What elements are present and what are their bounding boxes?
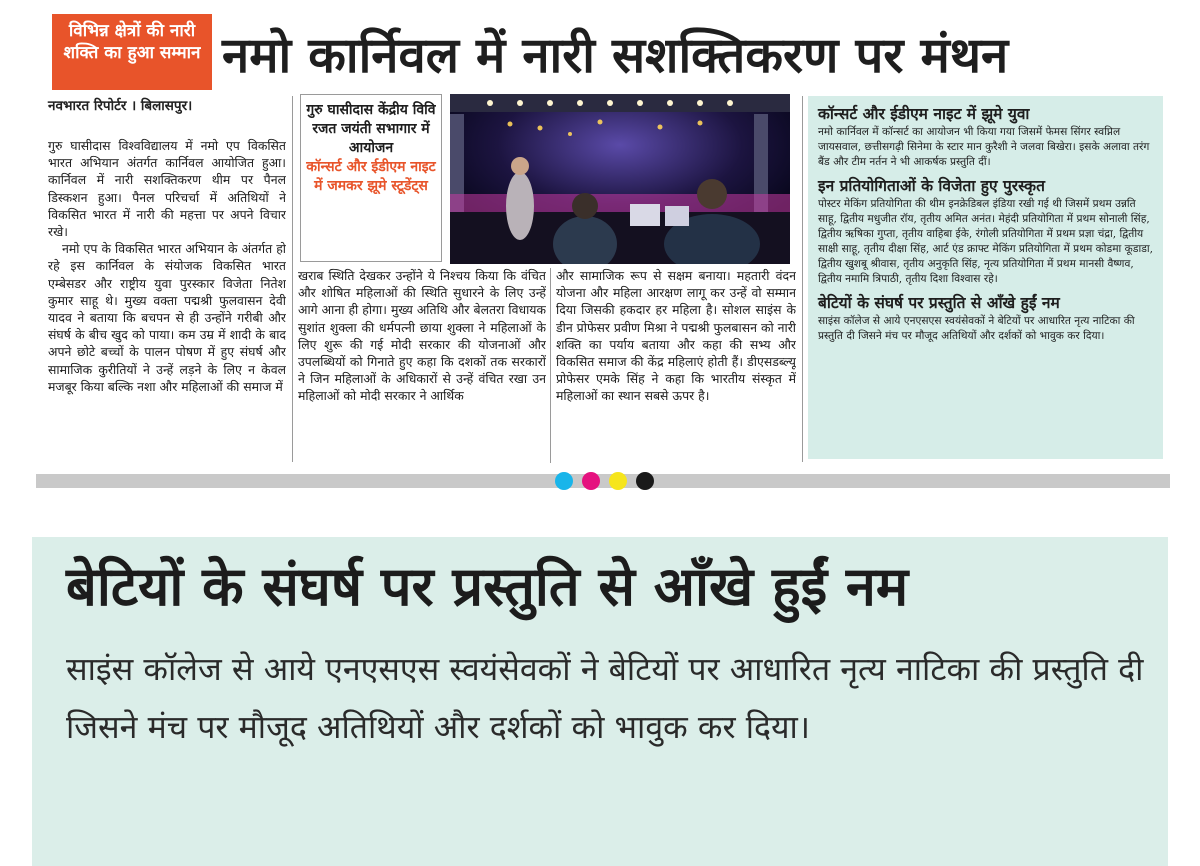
caption-subhead: कॉन्सर्ट और ईडीएम नाइट में जमकर झूमे स्टूडेंट्स bbox=[306, 159, 436, 194]
column-divider bbox=[802, 96, 803, 462]
sidebar-text-daughters: साइंस कॉलेज से आये एनएसएस स्वयंसेवकों ने बेटियों पर आधारित नृत्य नाटिका की प्रस्तुति दी जिसने मंच पर मौजूद अतिथियों और दर्शकों को भावुक कर दिया। bbox=[818, 315, 1135, 342]
badge-callout: विभिन्न क्षेत्रों की नारी शक्ति का हुआ सम्मान bbox=[52, 14, 212, 90]
registration-dot-cyan bbox=[555, 472, 573, 490]
article-paragraph: खराब स्थिति देखकर उन्होंने ये निश्चय किया कि वंचित और शोषित महिलाओं की स्थिति सुधारने के लिए उन्हें आगे आना ही होगा। मुख्य अतिथि और बेलतरा विधायक सुशांत शुक्ला की धर्मपत्नी छाया शुक्ला ने महिलाओं के लिए शुरू की गई मोदी सरकार की योजनाओं और उपलब्धियों को गिनाते हुए कहा कि दशकों तक सरकारों ने जिन महिलाओं के अधिकारों से उन्हें वंचित रखा उन महिलाओं को मोदी सरकार ने आर्थिक bbox=[298, 268, 546, 404]
article-column-1 bbox=[48, 137, 286, 462]
registration-dot-black bbox=[636, 472, 654, 490]
article-column-3 bbox=[556, 267, 796, 462]
photo-caption-box bbox=[300, 94, 442, 262]
registration-dot-yellow bbox=[609, 472, 627, 490]
article-paragraph: गुरु घासीदास विश्वविद्यालय में नमो एप विकसित भारत अभियान अंतर्गत कार्निवल आयोजित हुआ। कार्निवल में नारी सशक्तिकरण थीम पर पैनल डिस्कशन हुआ। पैनल परिचर्चा में अतिथियों ने विकसित भारत में नारी की महत्ता पर अपने विचार रखे। bbox=[48, 138, 286, 240]
sidebar-text-winners: पोस्टर मेकिंग प्रतियोगिता की थीम इनक्रेडिबल इंडिया रखी गई थी जिसमें प्रथम उन्नति साहू, द्वितीय मधुजीत रॉय, तृतीय अमित अनंत। मेहंदी प्रतियोगिता में प्रथम सोनाली सिंह, द्वितीय ऋषिका गुप्ता, तृतीय वाहिबा ईके, रंगोली प्रतियोगिता में प्रथम प्रज्ञा चंद्रा, द्वितीय साक्षी साहू, तृतीय दीक्षा सिंह, आर्ट एंड क्राफ्ट मेकिंग प्रतियोगिता में प्रथम कोडमा कूडाडा, द्वितीय खुशबू श्रीवास, तृतीय अनुकृति सिंह, नृत्य प्रतियोगिता में प्रथम मानसी वैष्णव, द्वितीय नमामि त्रिपाठी, तृतीय दिशा विश्वास रहे। bbox=[818, 198, 1153, 285]
concert-stage-image bbox=[450, 94, 790, 264]
separator-bar bbox=[36, 474, 1170, 488]
article-paragraph: नमो एप के विकसित भारत अभियान के अंतर्गत हो रहे इस कार्निवल के संयोजक विकसित भारत एम्बेसडर और राष्ट्रीय युवा पुरस्कार विजेता नितेश कुमार साहू थे। मुख्य वक्ता पद्मश्री फुलवासन देवी यादव ने बताया कि बचपन से ही उन्होंने गरीबी और संघर्ष के बीच खुद को पाया। कम उम्र में शादी के बाद अपने छोटे बच्चों के पालन पोषण में हुए संघर्ष और सामाजिक कुरीतियों ने उन्हें लड़ने के लिए न केवल मजबूर किया बल्कि नशा और महिलाओं की समाज में bbox=[48, 241, 286, 394]
registration-dot-magenta bbox=[582, 472, 600, 490]
column-divider bbox=[292, 96, 293, 462]
zoomed-text: साइंस कॉलेज से आये एनएसएस स्वयंसेवकों ने बेटियों पर आधारित नृत्य नाटिका की प्रस्तुति दी जिसने मंच पर मौजूद अतिथियों और दर्शकों को भावुक कर दिया। bbox=[66, 650, 1144, 746]
sidebar-text-concert: नमो कार्निवल में कॉन्सर्ट का आयोजन भी किया गया जिसमें फेमस सिंगर स्वप्निल जायसवाल, छत्तीसगढ़ी सिनेमा के स्टार मान कुरैशी ने जलवा बिखेरा। इसके अलावा तरंग बैंड और टीम नर्तन ने भी आकर्षक प्रस्तुति दीं। bbox=[818, 126, 1150, 168]
concert-photo bbox=[450, 94, 790, 264]
zoomed-heading: बेटियों के संघर्ष पर प्रस्तुति से आँखे हुईं नम bbox=[66, 555, 909, 618]
page-headline: नमो कार्निवल में नारी सशक्तिकरण पर मंथन bbox=[222, 27, 1009, 84]
byline: नवभारत रिपोर्टर । बिलासपुर। bbox=[48, 98, 193, 114]
sidebar-box bbox=[808, 96, 1163, 459]
column-divider bbox=[550, 268, 551, 463]
sidebar-heading-daughters: बेटियों के संघर्ष पर प्रस्तुति से आँखे हुईं नम bbox=[818, 294, 1060, 312]
article-column-2 bbox=[298, 267, 546, 462]
article-paragraph: और सामाजिक रूप से सक्षम बनाया। महतारी वंदन योजना और महिला आरक्षण लागू कर उन्हें वो सम्मान दिया जिसकी हकदार हर महिला है। सोशल साइंस के डीन प्रोफेसर प्रवीण मिश्रा ने पद्मश्री फुलबासन को नारी शक्ति का पर्याय बताया और कहा की सभ्य और विकसित समाज की केंद्र महिलाएं होती हैं। डीएसडब्ल्यू प्रोफेसर एमके सिंह ने कहा कि भारतीय संस्कृत में महिलाओं का स्थान सबसे ऊपर है। bbox=[556, 268, 796, 404]
sidebar-heading-concert: कॉन्सर्ट और ईडीएम नाइट में झूमे युवा bbox=[818, 105, 1030, 123]
sidebar-heading-winners: इन प्रतियोगिताओं के विजेता हुए पुरस्कृत bbox=[818, 177, 1045, 195]
caption-venue: गुरु घासीदास केंद्रीय विवि रजत जयंती सभागार में आयोजन bbox=[306, 102, 436, 156]
